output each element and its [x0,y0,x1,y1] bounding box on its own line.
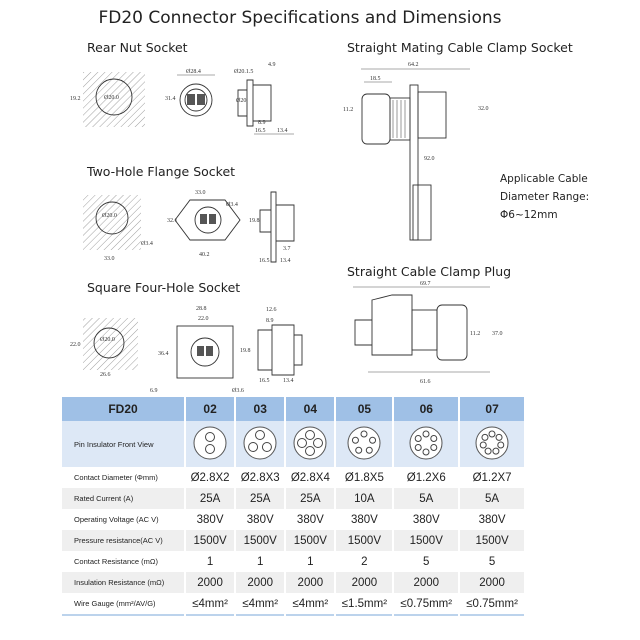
model-header: FD20 [62,397,184,421]
svg-text:36.4: 36.4 [158,351,169,357]
svg-text:64.2: 64.2 [408,62,419,68]
svg-text:33.0: 33.0 [195,190,206,196]
svg-text:22.0: 22.0 [198,316,209,322]
pin-layout-cell [394,421,458,467]
row-label: Rated Current (A) [62,488,184,509]
cell-value: 2000 [394,572,458,593]
cell-value: Ø2.8X4 [290,471,330,484]
svg-text:Ø20.0: Ø20.0 [100,337,115,343]
cell-value: 25A [286,488,334,509]
svg-text:33.0: 33.0 [104,256,115,262]
svg-text:19.8: 19.8 [249,218,260,224]
svg-text:Ø3.4: Ø3.4 [226,202,238,208]
column-header: 04 [286,397,334,421]
svg-text:92.0: 92.0 [424,156,435,162]
note-line: Diameter Range: [500,191,590,203]
rear-nut-drawing [70,62,294,134]
svg-text:40.2: 40.2 [199,252,210,258]
pin-insulator-icon [292,425,328,461]
cell-value: ≤0.75mm² [394,593,458,616]
two-hole-drawing [83,190,294,264]
pin-layout-cell [286,421,334,467]
cell-value: 380V [246,513,274,526]
cell-value: 1500V [394,530,458,551]
svg-text:61.6: 61.6 [420,379,431,385]
row-label: Contact Diameter (Φmm) [74,473,158,482]
cell-value: Ø1.8X5 [344,471,384,484]
cell-value: 25A [236,488,284,509]
square-four-hole-drawing [70,306,302,394]
svg-text:11.2: 11.2 [343,107,354,113]
cell-value: ≤0.75mm² [460,593,524,616]
pin-layout-cell [336,421,392,467]
svg-text:8.9: 8.9 [258,120,266,126]
column-header: 06 [394,397,458,421]
svg-text:Ø20.0: Ø20.0 [104,95,119,101]
cell-value: 2000 [286,572,334,593]
column-header: 05 [336,397,392,421]
cell-value: 380V [478,513,506,526]
mating-socket-drawing [343,62,489,240]
svg-text:32.1: 32.1 [167,218,178,224]
column-header: 07 [460,397,524,421]
svg-text:Ø28.4: Ø28.4 [186,69,201,75]
cell-value: 2000 [186,572,234,593]
svg-text:19.8: 19.8 [240,348,251,354]
cell-value: 1 [257,555,264,568]
cell-value: 1500V [460,530,524,551]
table-row [62,551,524,572]
svg-text:13.4: 13.4 [277,128,288,134]
svg-text:16.5: 16.5 [255,128,266,134]
specifications-table [60,397,526,616]
table-row [62,530,524,551]
svg-text:Ø20.1.5: Ø20.1.5 [234,69,254,75]
column-header: 02 [186,397,234,421]
pin-insulator-icon [408,425,444,461]
pin-layout-cell [236,421,284,467]
cell-value: 380V [296,513,324,526]
row-label: Insulation Resistance (mΩ) [62,572,184,593]
cell-value: 5 [423,555,430,568]
pin-layout-cell [186,421,234,467]
pin-insulator-icon [346,425,382,461]
cell-value: 25A [186,488,234,509]
cell-value: 1500V [286,530,334,551]
cell-value: ≤4mm² [286,593,334,616]
svg-text:22.0: 22.0 [70,342,81,348]
svg-text:Ø20: Ø20 [236,98,247,104]
cell-value: 2000 [236,572,284,593]
svg-text:12.6: 12.6 [266,307,277,313]
cable-plug-drawing [353,281,503,385]
svg-text:Ø20.0: Ø20.0 [102,213,117,219]
table-row [62,509,524,530]
svg-text:4.9: 4.9 [268,62,276,68]
svg-text:3.7: 3.7 [283,246,291,252]
svg-text:16.5: 16.5 [259,378,270,384]
column-header: 03 [236,397,284,421]
note-line: Φ6~12mm [500,209,558,221]
svg-text:13.4: 13.4 [280,258,291,264]
cell-value: 5A [394,488,458,509]
cell-value: 1500V [236,530,284,551]
svg-text:37.0: 37.0 [492,331,503,337]
cell-value: Ø2.8X2 [190,471,230,484]
svg-text:32.0: 32.0 [478,106,489,112]
row-label: Wire Gauge (mm²/AV/G) [62,593,184,616]
svg-text:16.5: 16.5 [259,258,270,264]
svg-text:8.9: 8.9 [266,318,274,324]
cell-value: ≤4mm² [236,593,284,616]
row-label: Pressure resistance(AC V) [62,530,184,551]
cell-value: 5A [460,488,524,509]
cell-value: 5 [488,555,496,568]
section-title-plug: Straight Cable Clamp Plug [347,264,512,279]
svg-text:Ø3.4: Ø3.4 [141,241,153,247]
pin-insulator-icon [192,425,228,461]
cell-value: Ø1.2X6 [406,471,446,484]
cell-value: 1500V [336,530,392,551]
cell-value: 380V [412,513,440,526]
cell-value: Ø2.8X3 [240,471,280,484]
table-row [62,572,524,593]
row-label: Pin Insulator Front View [62,421,184,467]
cell-value: 10A [336,488,392,509]
cell-value: ≤4mm² [186,593,234,616]
svg-text:26.6: 26.6 [100,372,111,378]
cell-value: 1 [206,555,214,568]
pin-layout-cell [460,421,524,467]
cell-value: ≤1.5mm² [336,593,392,616]
row-label: Operating Voltage (AC V) [74,515,159,524]
cell-value: 380V [350,513,378,526]
cell-value: 380V [196,513,224,526]
table-row [62,593,524,616]
pin-view-row [62,421,524,467]
section-title-two-hole: Two-Hole Flange Socket [87,164,236,179]
section-title-square: Square Four-Hole Socket [87,280,241,295]
note-line: Applicable Cable [500,173,588,185]
cell-value: 1 [307,555,314,568]
svg-text:18.5: 18.5 [370,76,381,82]
pin-insulator-icon [242,425,278,461]
svg-text:6.9: 6.9 [150,388,158,394]
svg-text:11.2: 11.2 [470,331,481,337]
table-row [62,467,524,488]
page-title: FD20 Connector Specifications and Dimensions [98,8,502,28]
cell-value: Ø1.2X7 [472,471,512,484]
cell-value: 2000 [336,572,392,593]
cell-value: 2000 [460,572,524,593]
section-title-mating: Straight Mating Cable Clamp Socket [347,40,573,55]
svg-text:13.4: 13.4 [283,378,294,384]
svg-text:28.8: 28.8 [196,306,207,312]
svg-text:31.4: 31.4 [165,96,176,102]
cell-value: 1500V [186,530,234,551]
cell-value: 2 [361,555,368,568]
section-title-rear-nut: Rear Nut Socket [87,40,188,55]
row-label: Contact Resistance (mΩ) [74,557,158,566]
table-header-row [62,397,524,421]
svg-text:Ø3.6: Ø3.6 [232,388,244,394]
pin-insulator-icon [474,425,510,461]
table-row [62,488,524,509]
svg-text:69.7: 69.7 [420,281,431,287]
svg-text:19.2: 19.2 [70,96,81,102]
